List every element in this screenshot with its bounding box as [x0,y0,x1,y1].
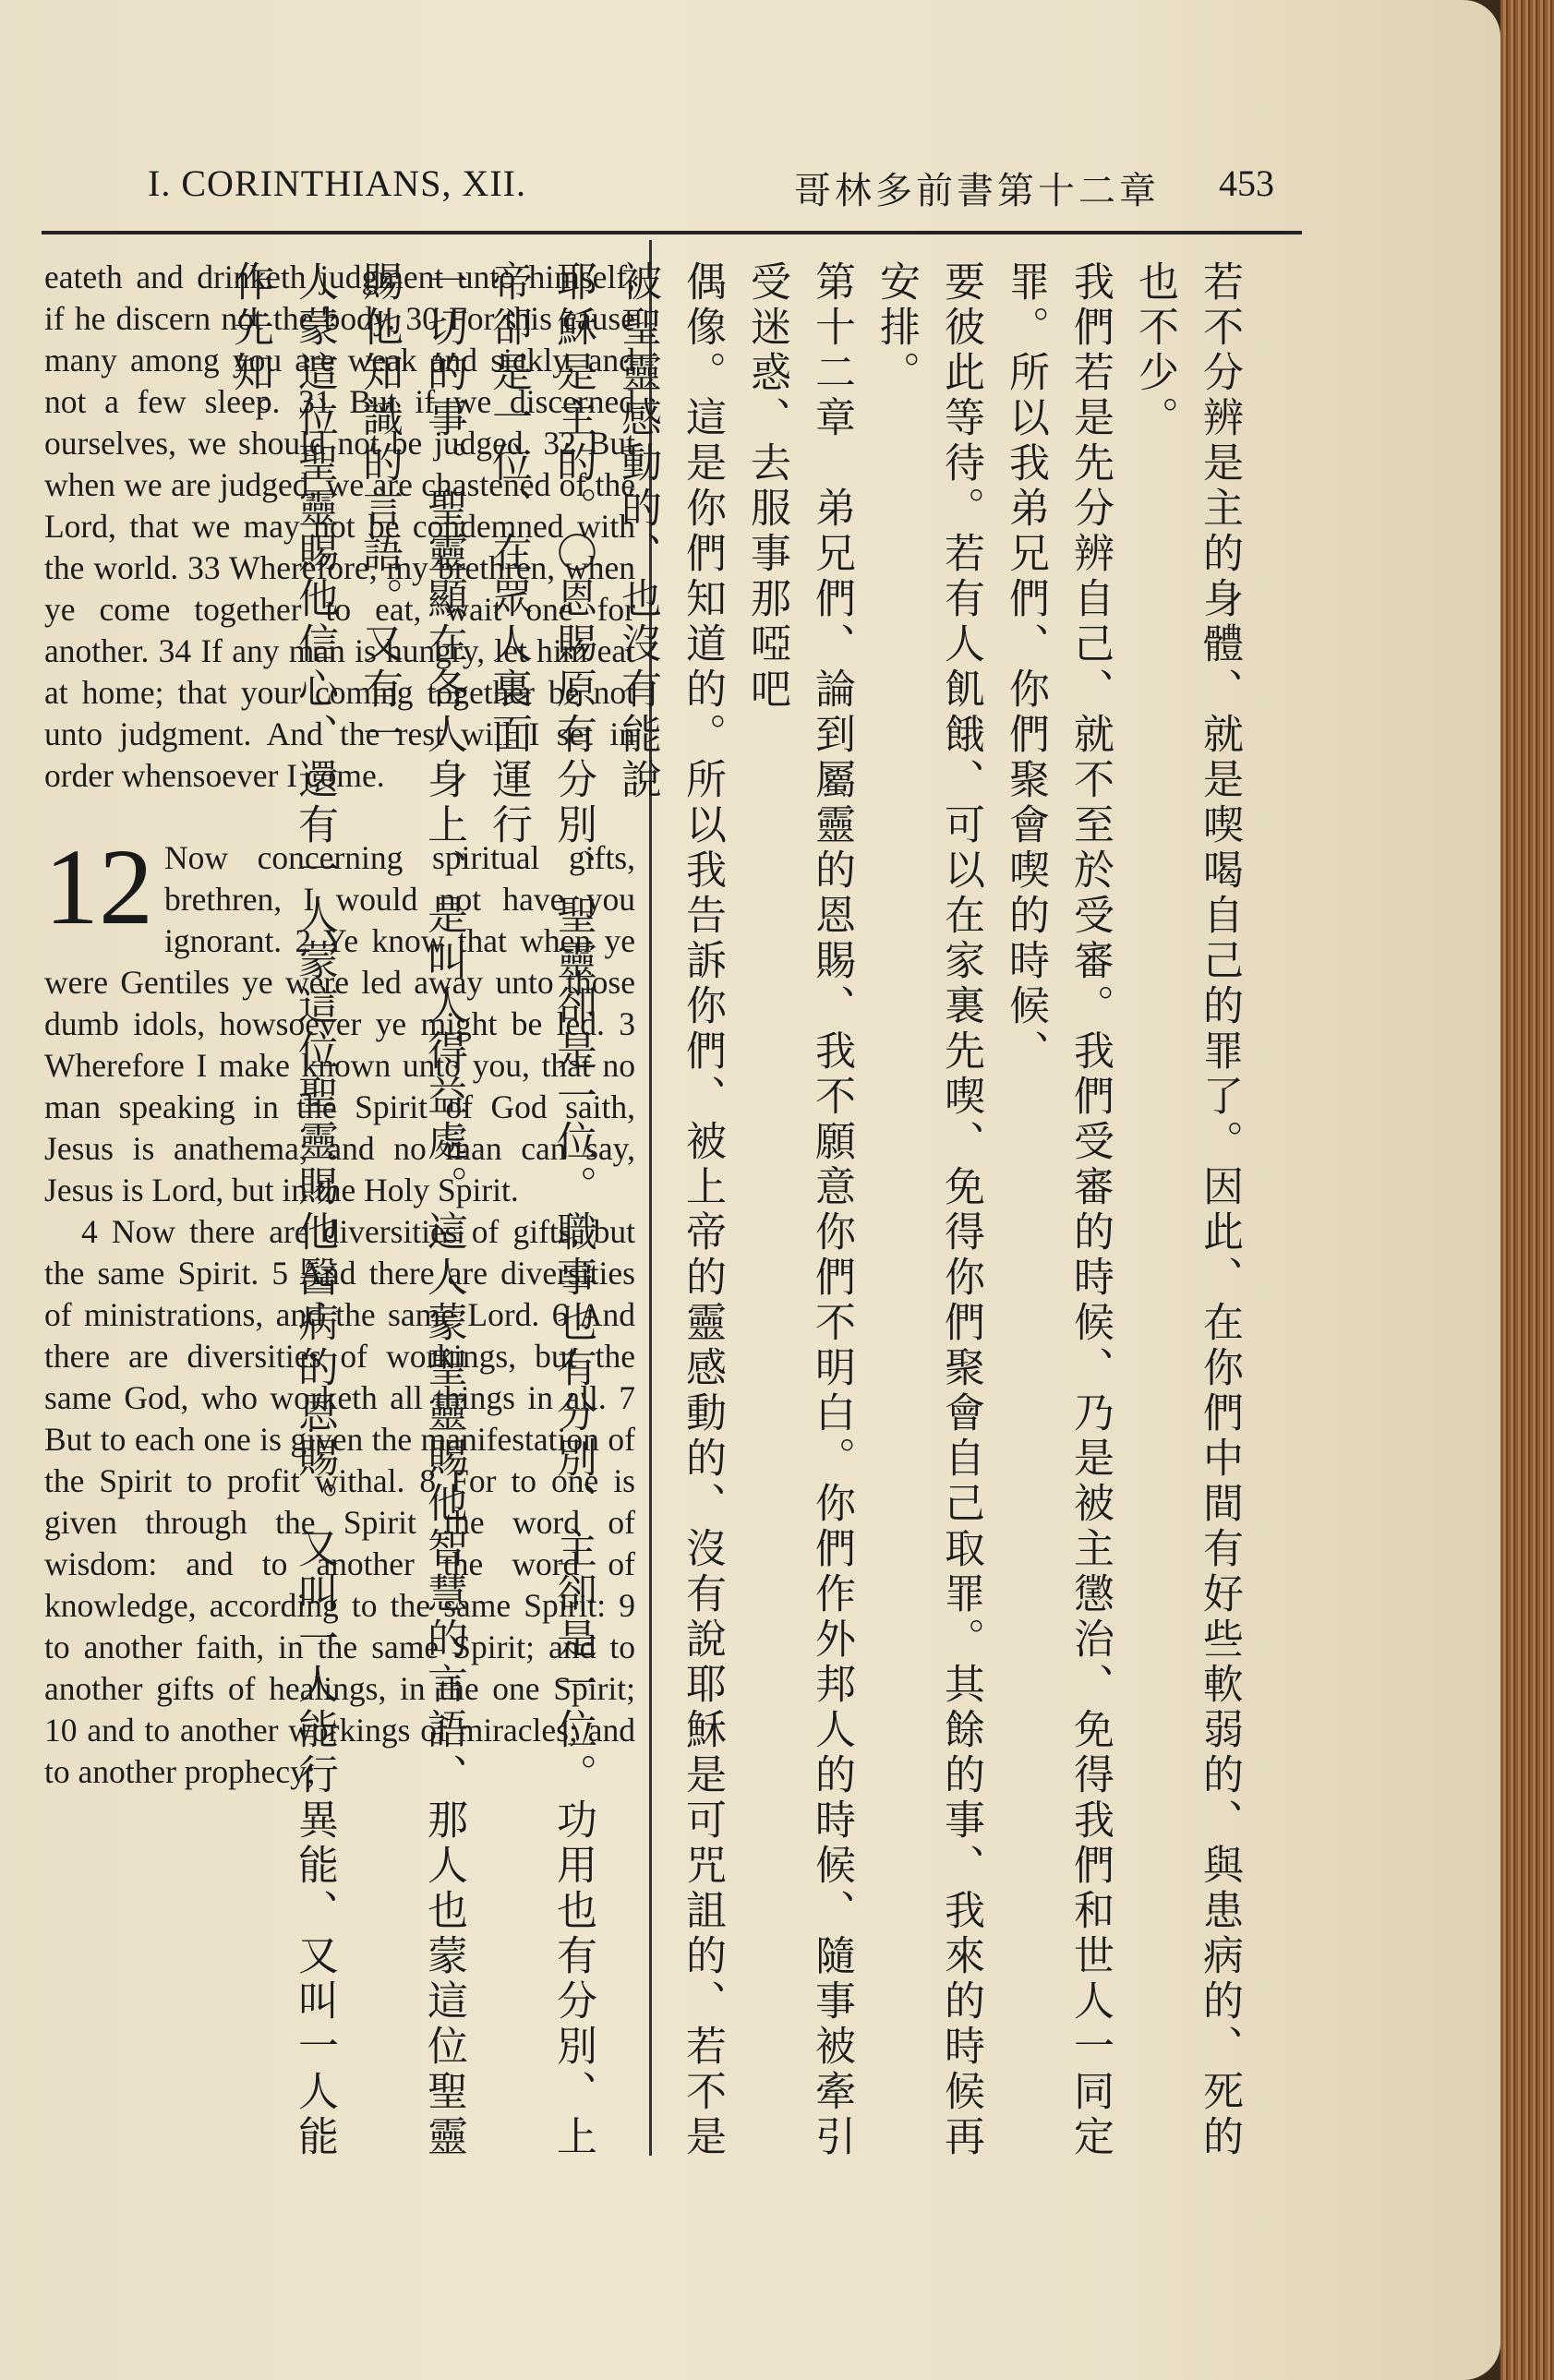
chinese-line-4: 第十二章 弟兄們、論到屬靈的恩賜、我不願意你們不明白。你們作外邦人的時候、隨事被牽引受迷惑、去服事那啞吧 [743,260,855,2160]
book-title: I. CORINTHIANS, XII. [148,162,526,204]
chinese-line-5: 偶像。這是你們知道的。所以我告訴你們、被上帝的靈感動的、沒有說耶穌是可咒詛的、若不是被聖靈感動的、也沒有能說 [614,260,726,2160]
chinese-line-8: 人蒙這位聖靈賜他信心、還有一人蒙這位聖靈賜他醫病的恩賜。又叫一人能行異能、又叫一人能作先知。 [226,260,338,2160]
chinese-line-2: 我們若是先分辨自己、就不至於受審。我們受審的時候、乃是被主懲治、免得我們和世人一同定罪。所以我弟兄們、你們聚會喫的時候、 [1002,260,1114,2160]
chinese-line-1: 若不分辨是主的身體、就是喫喝自己的罪了。因此、在你們中間有好些軟弱的、與患病的、死的也不少。 [1131,260,1243,2160]
chinese-line-7: 一切的事。聖靈顯在各人身上、是叫人得益處。這人蒙聖靈賜他智慧的言語、那人也蒙這位聖靈賜他知識的言語。又有一 [355,260,467,2160]
english-paragraph-3: 4 Now there are diversities of gifts, but the same Spirit. 5 And there are diversities of ministrations, and the same Lord. 6 And there are diversities of workings, but the same God, who worketh all things in all. 7 But to each one is given the manifestation of the Spirit to profit withal. 8 For to one is given through the Spirit the word of wisdom: and to another the word of knowledge, according to the same Spirit: 9 to another faith, in the same Spirit; and to another gifts of healings, in the one Spirit; 10 and to another workings of miracles; and to another prophecy; [44,1213,635,1790]
chapter-number: 12 [44,826,153,947]
chinese-title: 哥林多前書第十二章 [794,170,1160,212]
page-edges [1500,0,1554,2380]
chinese-line-6: 耶穌是主的。〇恩賜原有分別、聖靈卻是一位。職事也有分別、主卻是一位。功用也有分別、上帝卻是一位、在眾人裏面運行 [485,260,596,2160]
english-paragraph-2-text: Now concerning spiritual gifts, brethren, I would not have you ignorant. 2 Ye know that when ye were Gentiles ye were led away unto those dumb idols, howsoever ye might be led. 3 Wherefore I make known unto you, that no man speaking in the Spirit of God saith, Jesus is anathema; and no man can say, Jesus is Lord, but in the Holy Spirit. [44,839,635,1208]
chinese-line-3: 要彼此等待。若有人飢餓、可以在家裏先喫、免得你們聚會自己取罪。其餘的事、我來的時候再安排。 [873,260,984,2160]
chinese-column [217,260,1251,2162]
header-rule [42,231,1302,234]
english-paragraph-1: eateth and drinketh judgment unto himself, if he discern not the body. 30 For this cause many among you are weak and sickly, and not a few sleep. 31 But if we discerned ourselves, we should not be judged. 32 But when we are judged, we are chastened of the Lord, that we may not be condemned with the world. 33 Wherefore, my brethren, when ye come together to eat, wait one for another. 34 If any man is hungry, let him eat at home; that your coming together be not unto judgment. And the rest will I set in order whensoever I come. [44,258,635,794]
page-header [148,162,1274,217]
page-number: 453 [1219,162,1274,204]
